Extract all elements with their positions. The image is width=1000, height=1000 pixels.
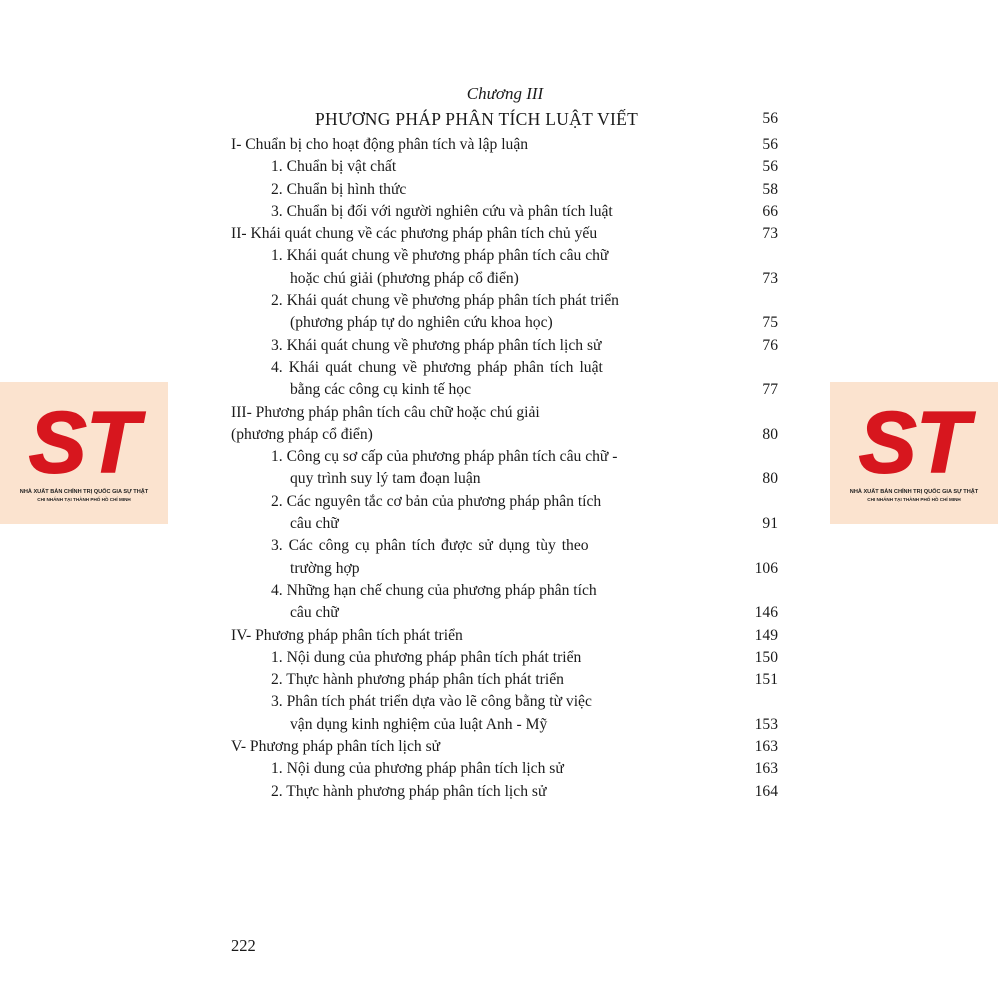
toc-entry-text: 2. Thực hành phương pháp phân tích lịch sử (271, 782, 547, 800)
st-logo-icon (830, 382, 998, 524)
toc-page-number: 91 (762, 515, 778, 533)
page-number: 222 (231, 936, 256, 955)
toc-page-number: 80 (762, 425, 778, 443)
logo-line-1: NHÀ XUẤT BẢN CHÍNH TRỊ QUỐC GIA SỰ THẬT (849, 489, 979, 495)
toc-entry (0, 558, 1000, 580)
toc-entry-text: (phương pháp cổ điển) (231, 425, 373, 443)
toc-entry (0, 357, 1000, 379)
toc-page-number: 73 (762, 269, 778, 287)
toc-entry-text: 2. Khái quát chung về phương pháp phân tích phát triển (271, 292, 619, 310)
chapter-title: PHƯƠNG PHÁP PHÂN TÍCH LUẬT VIẾT (315, 109, 639, 129)
toc-page-number: 153 (754, 715, 778, 733)
toc-page-number: 73 (762, 225, 778, 243)
toc-entry (0, 714, 1000, 736)
toc-entry-text: 3. Phân tích phát triển dựa vào lẽ công bằng từ việc (271, 693, 592, 711)
toc-page-number: 56 (762, 136, 778, 153)
toc-entry-text: 3. Khái quát chung về phương pháp phân tích lịch sử (271, 336, 602, 354)
toc-entry-text: câu chữ (290, 604, 339, 622)
toc-entry (0, 781, 1000, 803)
toc-entry-text: III- Phương pháp phân tích câu chữ hoặc chú giải (231, 403, 540, 421)
toc-page-number: 58 (762, 180, 778, 198)
logo-letters: ST (29, 395, 139, 491)
toc-entry-text: (phương pháp tự do nghiên cứu khoa học) (290, 314, 553, 332)
toc-entry-text: 3. Các công cụ phân tích được sử dụng tùy theo (271, 537, 589, 555)
toc-page-number: 151 (754, 671, 778, 689)
publisher-logo-right (830, 382, 998, 524)
toc-entry-text: V- Phương pháp phân tích lịch sử (231, 738, 441, 756)
toc-entry-text: II- Khái quát chung về các phương pháp phân tích chủ yếu (231, 225, 598, 243)
toc-page-number: 56 (762, 110, 778, 127)
toc-entry (0, 669, 1000, 691)
logo-line-2: CHI NHÁNH TẠI THÀNH PHỐ HỒ CHÍ MINH (37, 497, 131, 502)
toc-entry-text: 4. Khái quát chung về phương pháp phân tích luật (271, 358, 603, 376)
toc-page-number: 163 (754, 738, 778, 756)
toc-entry-text: trường hợp (290, 559, 360, 577)
toc-entry (0, 290, 1000, 312)
toc-page-number: 163 (754, 760, 778, 778)
logo-letters: ST (859, 395, 969, 491)
toc-entry-text: 1. Chuẩn bị vật chất (271, 158, 397, 176)
toc-entry (0, 580, 1000, 602)
toc-entry-text: quy trình suy lý tam đoạn luận (290, 470, 481, 488)
toc-entry (0, 245, 1000, 267)
toc-entry-text: 2. Các nguyên tắc cơ bản của phương pháp phân tích (271, 492, 602, 510)
toc-entry (0, 268, 1000, 290)
publisher-logo-left (0, 382, 168, 524)
toc-entry (0, 179, 1000, 201)
toc-page-number: 56 (762, 158, 778, 176)
st-logo-icon (0, 382, 168, 524)
logo-line-2: CHI NHÁNH TẠI THÀNH PHỐ HỒ CHÍ MINH (867, 497, 961, 502)
toc-page-number: 106 (754, 559, 778, 577)
toc-page-number: 150 (754, 648, 778, 666)
toc-entry-text: hoặc chú giải (phương pháp cổ điển) (290, 269, 519, 287)
toc-entry-text: 2. Chuẩn bị hình thức (271, 180, 407, 198)
toc-entry (0, 602, 1000, 624)
toc-entry-text: bằng các công cụ kinh tế học (290, 381, 471, 399)
toc-entry (0, 201, 1000, 223)
toc-entry (0, 156, 1000, 178)
toc-entry-text: 1. Khái quát chung về phương pháp phân tích câu chữ (271, 247, 609, 265)
toc-page-number: 146 (754, 604, 778, 622)
toc-entry (0, 758, 1000, 780)
toc-entry (0, 223, 1000, 245)
toc-entry (0, 535, 1000, 557)
toc-entry (0, 625, 1000, 647)
toc-entry-text: 4. Những hạn chế chung của phương pháp phân tích (271, 581, 597, 599)
toc-entry (0, 736, 1000, 758)
chapter-title-row (0, 108, 1000, 134)
toc-entry-text: 3. Chuẩn bị đối với người nghiên cứu và phân tích luật (271, 202, 613, 220)
toc-page-number: 77 (762, 381, 778, 399)
toc-entry-text: 1. Công cụ sơ cấp của phương pháp phân tích câu chữ - (271, 448, 618, 466)
toc-entry (0, 134, 1000, 156)
toc-page-number: 76 (762, 336, 778, 354)
toc-entry (0, 691, 1000, 713)
toc-entry (0, 647, 1000, 669)
toc-entry-text: 1. Nội dung của phương pháp phân tích phát triển (271, 648, 582, 666)
logo-line-1: NHÀ XUẤT BẢN CHÍNH TRỊ QUỐC GIA SỰ THẬT (19, 489, 149, 495)
toc-entry-text: 2. Thực hành phương pháp phân tích phát triển (271, 671, 564, 689)
toc-entry-text: vận dụng kinh nghiệm của luật Anh - Mỹ (290, 715, 548, 733)
toc-entry-text: IV- Phương pháp phân tích phát triển (231, 626, 463, 644)
toc-entry-text: câu chữ (290, 515, 339, 533)
toc-entry (0, 312, 1000, 334)
toc-entry (0, 335, 1000, 357)
toc-page-number: 80 (762, 470, 778, 488)
toc-page-number: 66 (762, 202, 778, 220)
chapter-label: Chương III (466, 84, 544, 103)
toc-page-number: 149 (754, 626, 778, 644)
toc-entry-text: I- Chuẩn bị cho hoạt động phân tích và lập luận (231, 136, 529, 153)
toc-entry-text: 1. Nội dung của phương pháp phân tích lịch sử (271, 760, 564, 778)
toc-page-number: 75 (762, 314, 778, 332)
toc-page-number: 164 (754, 782, 778, 800)
